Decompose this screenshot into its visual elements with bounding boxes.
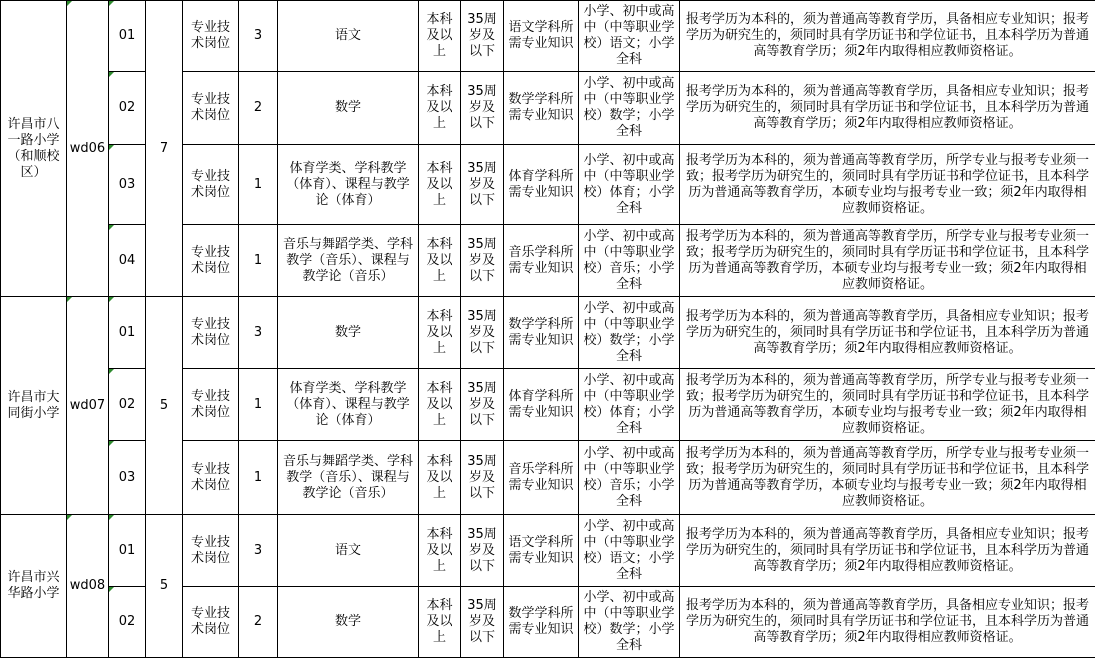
position-education: 本科及以上 <box>419 145 461 225</box>
position-school-req: 小学、初中或高中（中等职业学校）语文；小学全科 <box>579 515 680 587</box>
position-other-req: 报考学历为本科的，须为普通高等教育学历，具备相应专业知识；报考学历为研究生的，须同时具有学历证书和学位证书，且本科学历为普通高等教育学历；须2年内取得相应教师资格证。 <box>680 1 1095 72</box>
position-exam: 体育学科所需专业知识 <box>504 145 579 225</box>
position-education: 本科及以上 <box>419 515 461 587</box>
position-type: 专业技术岗位 <box>183 145 239 225</box>
position-exam: 数学学科所需专业知识 <box>504 72 579 145</box>
position-age: 35周岁及以下 <box>461 145 504 225</box>
position-no: 01 <box>109 297 146 369</box>
position-count: 3 <box>239 297 278 369</box>
position-type: 专业技术岗位 <box>183 441 239 515</box>
position-education: 本科及以上 <box>419 587 461 658</box>
school-name: 许昌市兴华路小学 <box>1 515 67 658</box>
table-row <box>1 1 1095 72</box>
school-code: wd08 <box>67 515 109 658</box>
position-exam: 数学学科所需专业知识 <box>504 297 579 369</box>
position-education: 本科及以上 <box>419 441 461 515</box>
position-no: 01 <box>109 1 146 72</box>
position-school-req: 小学、初中或高中（中等职业学校）数学；小学全科 <box>579 297 680 369</box>
position-exam: 音乐学科所需专业知识 <box>504 225 579 297</box>
school-total: 5 <box>146 297 183 515</box>
position-subject: 音乐与舞蹈学类、学科教学（音乐）、课程与教学论（音乐） <box>278 441 419 515</box>
position-subject: 数学 <box>278 587 419 658</box>
position-education: 本科及以上 <box>419 1 461 72</box>
position-count: 2 <box>239 72 278 145</box>
position-school-req: 小学、初中或高中（中等职业学校）音乐；小学全科 <box>579 225 680 297</box>
position-school-req: 小学、初中或高中（中等职业学校）体育；小学全科 <box>579 145 680 225</box>
position-exam: 体育学科所需专业知识 <box>504 369 579 441</box>
position-count: 1 <box>239 441 278 515</box>
position-subject: 语文 <box>278 515 419 587</box>
position-no: 03 <box>109 441 146 515</box>
position-exam: 音乐学科所需专业知识 <box>504 441 579 515</box>
position-subject: 音乐与舞蹈学类、学科教学（音乐）、课程与教学论（音乐） <box>278 225 419 297</box>
school-code: wd06 <box>67 1 109 297</box>
position-school-req: 小学、初中或高中（中等职业学校）音乐；小学全科 <box>579 441 680 515</box>
table-row <box>1 297 1095 369</box>
position-exam: 数学学科所需专业知识 <box>504 587 579 658</box>
position-school-req: 小学、初中或高中（中等职业学校）数学；小学全科 <box>579 72 680 145</box>
position-age: 35周岁及以下 <box>461 369 504 441</box>
position-other-req: 报考学历为本科的，须为普通高等教育学历，具备相应专业知识；报考学历为研究生的，须同时具有学历证书和学位证书，且本科学历为普通高等教育学历；须2年内取得相应教师资格证。 <box>680 515 1095 587</box>
school-name: 许昌市大同街小学 <box>1 297 67 515</box>
position-type: 专业技术岗位 <box>183 225 239 297</box>
position-age: 35周岁及以下 <box>461 587 504 658</box>
position-count: 2 <box>239 587 278 658</box>
position-no: 04 <box>109 225 146 297</box>
position-age: 35周岁及以下 <box>461 225 504 297</box>
position-subject: 体育学类、学科教学（体育）、课程与教学论（体育） <box>278 145 419 225</box>
position-no: 01 <box>109 515 146 587</box>
position-education: 本科及以上 <box>419 369 461 441</box>
position-education: 本科及以上 <box>419 297 461 369</box>
position-subject: 语文 <box>278 1 419 72</box>
position-subject: 数学 <box>278 297 419 369</box>
position-no: 02 <box>109 369 146 441</box>
position-subject: 数学 <box>278 72 419 145</box>
position-age: 35周岁及以下 <box>461 72 504 145</box>
position-type: 专业技术岗位 <box>183 515 239 587</box>
position-subject: 体育学类、学科教学（体育）、课程与教学论（体育） <box>278 369 419 441</box>
position-count: 1 <box>239 145 278 225</box>
position-school-req: 小学、初中或高中（中等职业学校）体育；小学全科 <box>579 369 680 441</box>
position-count: 1 <box>239 225 278 297</box>
table-row <box>1 515 1095 587</box>
position-other-req: 报考学历为本科的，须为普通高等教育学历，具备相应专业知识；报考学历为研究生的，须同时具有学历证书和学位证书，且本科学历为普通高等教育学历；须2年内取得相应教师资格证。 <box>680 297 1095 369</box>
position-count: 3 <box>239 515 278 587</box>
position-school-req: 小学、初中或高中（中等职业学校）语文；小学全科 <box>579 1 680 72</box>
position-exam: 语文学科所需专业知识 <box>504 1 579 72</box>
school-name: 许昌市八一路小学（和顺校区） <box>1 1 67 297</box>
position-other-req: 报考学历为本科的，须为普通高等教育学历，所学专业与报考专业须一致；报考学历为研究生的，须同时具有学历证书和学位证书，且本科学历为普通高等教育学历，本硕专业均与报考专业一致；须2年内取得相应教师资格证。 <box>680 145 1095 225</box>
position-type: 专业技术岗位 <box>183 1 239 72</box>
position-other-req: 报考学历为本科的，须为普通高等教育学历，具备相应专业知识；报考学历为研究生的，须同时具有学历证书和学位证书，且本科学历为普通高等教育学历；须2年内取得相应教师资格证。 <box>680 587 1095 658</box>
position-other-req: 报考学历为本科的，须为普通高等教育学历，所学专业与报考专业须一致；报考学历为研究生的，须同时具有学历证书和学位证书，且本科学历为普通高等教育学历，本硕专业均与报考专业一致；须2年内取得相应教师资格证。 <box>680 441 1095 515</box>
position-education: 本科及以上 <box>419 225 461 297</box>
position-other-req: 报考学历为本科的，须为普通高等教育学历，具备相应专业知识；报考学历为研究生的，须同时具有学历证书和学位证书，且本科学历为普通高等教育学历；须2年内取得相应教师资格证。 <box>680 72 1095 145</box>
school-total: 5 <box>146 515 183 658</box>
position-age: 35周岁及以下 <box>461 1 504 72</box>
position-age: 35周岁及以下 <box>461 441 504 515</box>
position-age: 35周岁及以下 <box>461 297 504 369</box>
school-code: wd07 <box>67 297 109 515</box>
position-no: 03 <box>109 145 146 225</box>
position-age: 35周岁及以下 <box>461 515 504 587</box>
position-education: 本科及以上 <box>419 72 461 145</box>
position-type: 专业技术岗位 <box>183 369 239 441</box>
position-type: 专业技术岗位 <box>183 587 239 658</box>
position-other-req: 报考学历为本科的，须为普通高等教育学历，所学专业与报考专业须一致；报考学历为研究生的，须同时具有学历证书和学位证书，且本科学历为普通高等教育学历，本硕专业均与报考专业一致；须2年内取得相应教师资格证。 <box>680 225 1095 297</box>
position-no: 02 <box>109 587 146 658</box>
position-count: 3 <box>239 1 278 72</box>
school-total: 7 <box>146 1 183 297</box>
position-other-req: 报考学历为本科的，须为普通高等教育学历，所学专业与报考专业须一致；报考学历为研究生的，须同时具有学历证书和学位证书，且本科学历为普通高等教育学历，本硕专业均与报考专业一致；须2年内取得相应教师资格证。 <box>680 369 1095 441</box>
position-type: 专业技术岗位 <box>183 297 239 369</box>
position-type: 专业技术岗位 <box>183 72 239 145</box>
position-no: 02 <box>109 72 146 145</box>
position-count: 1 <box>239 369 278 441</box>
position-school-req: 小学、初中或高中（中等职业学校）数学；小学全科 <box>579 587 680 658</box>
position-exam: 语文学科所需专业知识 <box>504 515 579 587</box>
